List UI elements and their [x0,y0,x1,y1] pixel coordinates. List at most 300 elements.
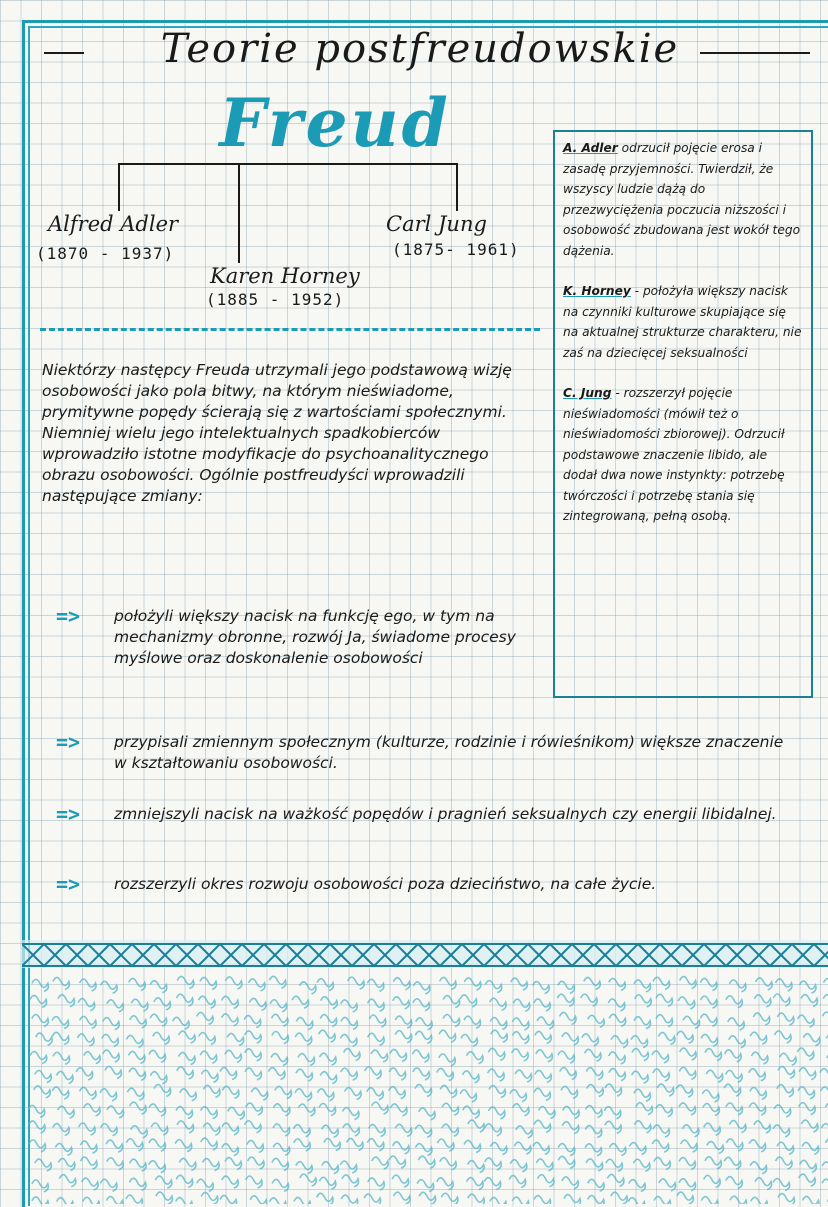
squiggle-mark [371,1050,388,1062]
squiggle-mark [173,1017,190,1029]
squiggle-mark [415,1144,432,1156]
squiggle-mark [419,1192,436,1204]
squiggle-mark [724,1084,741,1096]
squiggle-mark [777,1013,794,1025]
arrow-icon: => [56,802,81,826]
squiggle-mark [776,1157,793,1169]
side-note-jung-head: C. Jung [563,386,612,400]
squiggle-mark [653,1069,670,1081]
squiggle-mark [537,1017,554,1029]
squiggle-mark [679,1103,696,1115]
squiggle-mark [535,1031,552,1043]
squiggle-mark [418,1156,435,1168]
squiggle-mark [131,999,148,1011]
jung-years: (1875- 1961) [392,240,520,259]
squiggle-mark [250,1196,267,1204]
squiggle-mark [605,1121,622,1133]
squiggle-mark [534,1088,551,1100]
squiggle-mark [296,1162,313,1174]
squiggle-mark [76,1068,93,1080]
squiggle-mark [368,999,385,1011]
squiggle-mark [200,977,217,989]
freud-heading: Freud [219,84,451,162]
squiggle-mark [682,1125,699,1137]
squiggle-mark [345,1088,362,1100]
intro-paragraph: Niektórzy następcy Freuda utrzymali jego podstawową wizję osobowości jako pola bitwy, na którym nieświadome, prymitywne popędy ścierają się z wartościami społecznymi. Niemniej wielu jego intelektualnych spadkobierców wprowadziło istotne modyfikacje do psychoanalitycznego obrazu osobowości. Ogólnie postfreudyści wprowadzili następujące zmiany: [42,361,512,505]
squiggle-mark [799,1174,816,1186]
squiggle-mark [417,1180,434,1192]
squiggle-mark [726,1139,743,1151]
squiggle-mark [80,979,97,991]
squiggle-mark [80,1141,97,1153]
squiggle-mark [635,995,652,1007]
squiggle-mark [320,1072,337,1084]
squiggle-mark [154,1085,171,1097]
squiggle-mark [247,1140,264,1152]
squiggle-mark [803,1034,820,1046]
squiggle-mark [391,1104,408,1116]
squiggle-mark [798,1015,815,1027]
squiggle-mark [368,1178,385,1190]
squiggle-mark [557,994,574,1006]
squiggle-mark [652,1051,669,1063]
squiggle-mark [343,1124,360,1136]
squiggle-mark [605,1084,622,1096]
squiggle-mark [706,1070,723,1082]
squiggle-mark [273,1124,290,1136]
squiggle-mark [295,1089,312,1101]
squiggle-mark [320,1053,337,1065]
squiggle-mark [30,995,47,1007]
squiggle-mark [199,1033,216,1045]
squiggle-mark [228,1107,245,1119]
squiggle-mark [705,1049,722,1061]
squiggle-mark [57,1071,74,1083]
squiggle-mark [658,1032,675,1044]
squiggle-mark [464,978,481,990]
squiggle-mark [629,1143,646,1155]
squiggle-mark [510,1160,526,1172]
squiggle-mark [750,1162,767,1174]
squiggle-mark [802,1196,819,1204]
squiggle-mark [440,1158,457,1170]
squiggle-mark [512,1018,529,1030]
squiggle-mark [319,1103,336,1115]
squiggle-mark [726,1103,743,1115]
squiggle-mark [535,1070,552,1082]
squiggle-mark [368,1033,385,1045]
squiggle-mark [679,1158,696,1170]
squiggle-mark [439,1054,456,1066]
squiggle-mark [607,1174,624,1186]
squiggle-mark [53,1124,70,1136]
squiggle-mark [750,1087,767,1099]
squiggle-mark [176,1107,193,1119]
squiggle-mark [79,1123,96,1135]
squiggle-mark [707,1141,724,1153]
squiggle-mark [348,977,365,989]
squiggle-mark [201,1192,218,1204]
squiggle-mark [300,982,317,994]
squiggle-mark [751,1197,768,1204]
arrow-icon: => [56,604,81,628]
squiggle-mark [317,1089,334,1101]
squiggle-mark [149,1161,166,1173]
squiggle-mark [536,1050,553,1062]
squiggle-mark [585,1106,602,1118]
squiggle-mark [631,1036,648,1048]
squiggle-mark [29,1140,46,1152]
squiggle-mark [251,1088,268,1100]
squiggle-mark [393,978,410,990]
squiggle-mark [36,1033,53,1045]
squiggle-mark [801,1120,818,1132]
squiggle-mark [372,1102,389,1114]
squiggle-mark [177,1067,194,1079]
squiggle-mark [53,977,70,989]
squiggle-mark [244,1016,261,1028]
squiggle-mark [608,999,625,1011]
squiggle-mark [490,998,507,1010]
squiggle-mark [488,1069,505,1081]
squiggle-mark [823,1012,828,1024]
squiggle-mark [561,1086,578,1098]
squiggle-mark [587,1085,604,1097]
squiggle-mark [55,1143,72,1155]
squiggle-mark [802,1142,819,1154]
squiggle-mark [753,1013,770,1025]
squiggle-mark [347,1138,364,1150]
squiggle-mark [106,1197,123,1204]
squiggle-mark [441,1193,458,1204]
tree-branch-adler [118,163,120,211]
squiggle-mark [534,1196,551,1204]
squiggle-mark [342,1175,359,1187]
squiggle-mark [801,995,818,1007]
squiggle-mark [367,1088,384,1100]
squiggle-mark [632,1049,649,1061]
squiggle-mark [657,1084,674,1096]
squiggle-mark [754,995,771,1007]
squiggle-mark [272,1032,289,1044]
squiggle-mark [268,1068,285,1080]
squiggle-mark [484,1178,501,1190]
squiggle-mark [586,1068,603,1080]
squiggle-mark [78,999,95,1011]
squiggle-mark [564,1195,581,1204]
squiggle-mark [341,1068,358,1080]
squiggle-mark [177,1121,194,1133]
squiggle-mark [636,1103,653,1115]
squiggle-mark [32,1197,48,1204]
squiggle-mark [149,1050,166,1062]
squiggle-mark [562,1033,579,1045]
squiggle-mark [463,1106,480,1118]
squiggle-mark [199,996,216,1008]
squiggle-mark [609,1144,626,1156]
squiggle-mark [197,1012,214,1024]
squiggle-mark [700,1014,717,1026]
squiggle-mark [773,994,790,1006]
squiggle-mark [322,1125,339,1137]
squiggle-mark [558,1144,575,1156]
squiggle-mark [222,1176,239,1188]
squiggle-mark [389,1156,406,1168]
tree-branch-jung [456,163,458,211]
squiggle-mark [701,996,718,1008]
squiggle-mark [317,979,334,991]
squiggle-mark [392,1175,409,1187]
squiggle-mark [413,1068,430,1080]
squiggle-mark [201,1070,218,1082]
squiggle-mark [340,1034,357,1046]
squiggle-mark [464,1016,481,1028]
squiggle-mark [298,1054,315,1066]
squiggle-mark [705,1157,722,1169]
squiggle-mark [413,982,430,994]
squiggle-mark [538,1175,555,1187]
squiggle-mark [490,1143,507,1155]
squiggle-mark [222,1144,239,1156]
squiggle-mark [437,1068,454,1080]
squiggle-mark [28,1105,44,1117]
squiggle-mark [100,1179,117,1191]
squiggle-mark [52,1087,69,1099]
squiggle-mark [245,1031,261,1043]
squiggle-mark [369,1015,386,1027]
squiggle-mark [437,1178,454,1190]
squiggle-mark [294,1125,311,1137]
squiggle-mark [512,1049,528,1061]
side-note-horney-head: K. Horney [563,284,631,298]
side-note-adler [563,138,803,261]
squiggle-mark [442,1103,459,1115]
squiggle-mark [560,1012,577,1024]
squiggle-mark [413,999,430,1011]
squiggle-mark [342,1108,359,1120]
squiggle-mark [369,1125,386,1137]
squiggle-mark [798,1087,815,1099]
squiggle-mark [197,1179,214,1191]
squiggle-mark [563,1106,580,1118]
squiggle-mark [57,1198,74,1204]
squiggle-mark [270,1000,287,1012]
squiggle-mark [653,1125,670,1137]
squiggle-mark [611,1192,628,1204]
squiggle-mark [443,1014,460,1026]
squiggle-mark [126,1139,142,1151]
squiggle-mark [652,1140,669,1152]
squiggle-mark [681,1140,698,1152]
tree-branch-horney [238,163,240,263]
squiggle-mark [177,976,194,988]
squiggle-mark [609,1069,626,1081]
squiggle-mark [415,1125,432,1137]
squiggle-mark [150,981,167,993]
squiggle-mark [130,1159,147,1171]
squiggle-mark [634,1017,651,1029]
squiggle-mark [653,977,670,989]
squiggle-mark [700,978,717,990]
squiggle-mark [460,1090,477,1102]
squiggle-mark [677,1192,694,1204]
squiggle-mark [461,1034,478,1046]
squiggle-mark [729,1036,746,1048]
squiggle-mark [176,1175,193,1187]
squiggle-mark [800,981,817,993]
squiggle-mark [704,1123,721,1135]
squiggle-mark [558,981,575,993]
squiggle-mark [317,1193,334,1204]
squiggle-mark [275,1086,292,1098]
squiggle-mark [179,1031,196,1043]
squiggle-mark [776,979,793,991]
squiggle-mark [29,1121,46,1133]
squiggle-mark [534,999,551,1011]
side-note-adler-head: A. Adler [563,141,618,155]
squiggle-mark [729,1121,746,1133]
squiggle-mark [702,1090,719,1102]
squiggle-mark [225,1158,242,1170]
squiggle-mark [562,1122,579,1134]
adler-name: Alfred Adler [48,212,179,236]
squiggle-mark [340,1161,357,1173]
squiggle-mark [150,1014,167,1026]
squiggle-mark [679,1067,696,1079]
squiggle-mark [654,1197,671,1204]
squiggle-mark [129,1068,146,1080]
squiggle-mark [534,1120,551,1132]
squiggle-mark [726,996,743,1008]
squiggle-mark [656,1105,673,1117]
squiggle-mark [201,1138,218,1150]
squiggle-mark [324,1138,341,1150]
squiggle-mark [105,1066,122,1078]
squiggle-mark [585,1126,602,1138]
horney-name: Karen Horney [210,264,360,288]
squiggle-mark [512,1032,529,1044]
squiggle-mark [150,1072,167,1084]
squiggle-mark [222,1123,239,1135]
squiggle-mark [84,1104,101,1116]
squiggle-mark [749,1069,766,1081]
squiggle-mark [180,1089,197,1101]
squiggle-mark [515,1070,532,1082]
squiggle-mark [774,1105,791,1117]
squiggle-mark [58,995,75,1007]
squiggle-mark [632,1071,649,1083]
side-note-jung-text: - rozszerzył pojęcie nieświadomości (mówił też o nieświadomości zbiorowej). Odrzucił podstawowe znaczenie libido, ale dodał dwa nowe instynkty: potrzebę twórczości i potrzebę stania się zintegrowaną, pełną osobą. [563,386,785,523]
squiggle-mark [203,1159,220,1171]
squiggle-mark [676,1085,693,1097]
squiggle-mark [656,994,673,1006]
squiggle-mark [126,1195,143,1204]
squiggle-mark [797,1048,814,1060]
squiggle-mark [222,996,239,1008]
squiggle-mark [609,978,626,990]
squiggle-mark [754,1121,771,1133]
squiggle-mark [415,1031,432,1043]
squiggle-mark [468,1161,485,1173]
squiggle-mark [516,1126,533,1138]
squiggle-mark [246,1103,263,1115]
squiggle-mark [419,1108,436,1120]
arrow-icon: => [56,872,81,896]
squiggle-mark [52,1032,69,1044]
squiggle-mark [586,1159,603,1171]
squiggle-mark [628,1198,645,1204]
squiggle-mark [203,1085,220,1097]
squiggle-mark [611,1036,628,1048]
squiggle-mark [341,1195,358,1204]
squiggle-mark [246,1176,263,1188]
squiggle-mark [773,1125,790,1137]
squiggle-mark [778,1066,795,1078]
squiggle-mark [777,1085,794,1097]
squiggle-mark [394,1192,411,1204]
squiggle-mark [416,1018,433,1030]
squiggle-mark [558,1156,575,1168]
squiggle-mark [153,1032,170,1044]
squiggle-mark [821,1087,828,1099]
bullet-social: przypisali zmiennym społecznym (kulturze, rodzinie i rówieśnikom) większe znaczenie w kształtowaniu osobowości. [114,733,784,772]
squiggle-mark [726,1177,743,1189]
squiggle-mark [319,1177,336,1189]
squiggle-mark [156,1192,173,1204]
squiggle-mark [175,1140,192,1152]
squiggle-mark [389,1068,406,1080]
squiggle-mark [35,1159,52,1171]
squiggle-mark [364,1194,381,1204]
squiggle-mark [701,1034,718,1046]
squiggle-mark [703,1104,720,1116]
squiggle-mark [294,1139,311,1151]
squiggle-mark [533,1142,550,1154]
squiggle-mark [176,1198,193,1204]
squiggle-mark [609,1014,626,1026]
squiggle-mark [820,1069,828,1081]
squiggle-mark [101,981,118,993]
squiggle-mark [58,1106,75,1118]
squiggle-mark [822,1162,828,1174]
squiggle-mark [130,1102,147,1114]
squiggle-mark [588,1195,605,1204]
squiggle-mark [200,1051,217,1063]
squiggle-mark [560,1068,577,1080]
side-note-horney-text: - położyła większy nacisk na czynniki kulturowe skupiające się na aktualnej strukturze charakteru, nie zaś na dziecięcej seksualności [563,284,802,360]
horney-years: (1885 - 1952) [206,290,345,309]
squiggle-mark [728,1018,745,1030]
tree-horizontal-line [118,163,458,165]
squiggle-mark [298,1104,315,1116]
bullet-drives: zmniejszyli nacisk na ważkość popędów i pragnień seksualnych czy energii libidalnej. [114,805,777,823]
squiggle-mark [203,1123,220,1135]
squiggle-mark [440,977,457,989]
squiggle-mark [510,1090,526,1102]
squiggle-mark [222,1086,239,1098]
squiggle-mark [439,1030,456,1042]
squiggle-mark [800,1160,817,1172]
squiggle-mark [679,1179,696,1191]
squiggle-mark [319,1030,336,1042]
squiggle-mark [730,1196,747,1204]
squiggle-mark [270,1198,287,1204]
squiggle-mark [34,1086,51,1098]
squiggle-mark [32,1014,49,1026]
squiggle-mark [440,1085,457,1097]
squiggle-mark [468,1194,485,1204]
squiggle-mark [292,996,309,1008]
